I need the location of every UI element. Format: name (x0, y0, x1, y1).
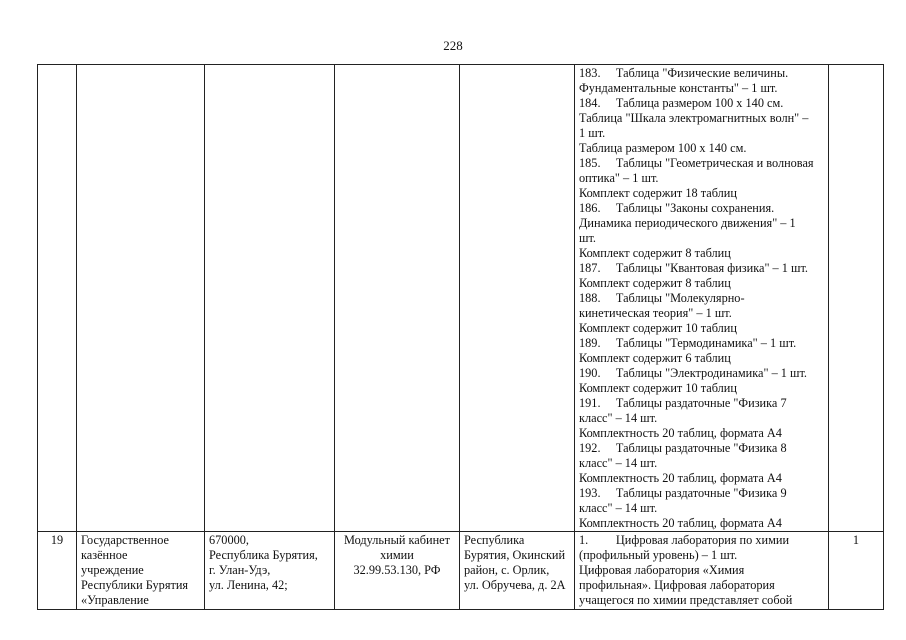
text-line: профильная». Цифровая лаборатория (579, 578, 775, 592)
text-line: Динамика периодического движения" – 1 (579, 216, 796, 230)
text-line: класс" – 14 шт. (579, 411, 658, 425)
text-line: 670000, (209, 533, 249, 547)
text-line: 32.99.53.130, РФ (353, 563, 441, 577)
text-line: район, с. Орлик, (464, 563, 550, 577)
text-line: 1 шт. (579, 126, 606, 140)
text-line: Комплектность 20 таблиц, формата А4 (579, 471, 782, 485)
text-line: 193. Таблицы раздаточные "Физика 9 (579, 486, 787, 500)
text-line: 188. Таблицы "Молекулярно- (579, 291, 745, 305)
table-row (38, 532, 884, 610)
text-line: Цифровая лаборатория «Химия (579, 563, 745, 577)
text-line: оптика" – 1 шт. (579, 171, 659, 185)
page-number: 228 (443, 38, 463, 53)
text-line: Фундаментальные константы" – 1 шт. (579, 81, 778, 95)
text-line: Комплект содержит 10 таблиц (579, 321, 737, 335)
quantity-cell: 1 (829, 532, 884, 610)
text-line: шт. (579, 231, 596, 245)
text-line: 183. Таблица "Физические величины. (579, 66, 789, 80)
text-line: класс" – 14 шт. (579, 501, 658, 515)
text-line: Модульный кабинет (343, 533, 451, 547)
text-line: Комплект содержит 8 таблиц (579, 246, 731, 260)
room-cell (335, 532, 460, 610)
text-line: 1. Цифровая лаборатория по химии (579, 533, 790, 547)
text-line: ул. Обручева, д. 2А (464, 578, 566, 592)
text-line: кинетическая теория" – 1 шт. (579, 306, 732, 320)
organization-cell (77, 532, 205, 610)
text-line: Комплект содержит 18 таблиц (579, 186, 737, 200)
equipment-list-cell (575, 65, 829, 532)
text-line: Республика (464, 533, 525, 547)
equipment-list-cell (575, 532, 829, 610)
text-line: учреждение (81, 563, 144, 577)
text-line: Государственное (81, 533, 169, 547)
text-line: г. Улан-Удэ, (209, 563, 271, 577)
text-line: казённое (81, 548, 128, 562)
text-line: 185. Таблицы "Геометрическая и волновая (579, 156, 814, 170)
location-cell (460, 65, 575, 532)
row-number-cell (38, 65, 77, 532)
text-line: класс" – 14 шт. (579, 456, 658, 470)
equipment-table (37, 64, 884, 610)
text-line: 187. Таблицы "Квантовая физика" – 1 шт. (579, 261, 808, 275)
postal-address-cell (205, 65, 335, 532)
text-line: Комплект содержит 8 таблиц (579, 276, 731, 290)
text-line: ул. Ленина, 42; (209, 578, 288, 592)
text-line: Республика Бурятия, (209, 548, 318, 562)
text-line: 191. Таблицы раздаточные "Физика 7 (579, 396, 787, 410)
text-line: 192. Таблицы раздаточные "Физика 8 (579, 441, 787, 455)
text-line: 184. Таблица размером 100 х 140 см. (579, 96, 784, 110)
text-line: учащегося по химии представляет собой (579, 593, 793, 607)
quantity-cell (829, 65, 884, 532)
text-line: Таблица "Шкала электромагнитных волн" – (579, 111, 809, 125)
organization-cell (77, 65, 205, 532)
location-cell (460, 532, 575, 610)
text-line: Комплектность 20 таблиц, формата А4 (579, 426, 782, 440)
text-line: 186. Таблицы "Законы сохранения. (579, 201, 775, 215)
text-line: Таблица размером 100 х 140 см. (579, 141, 747, 155)
text-line: «Управление (81, 593, 149, 607)
text-line: 190. Таблицы "Электродинамика" – 1 шт. (579, 366, 808, 380)
text-line: химии (380, 548, 414, 562)
text-line: (профильный уровень) – 1 шт. (579, 548, 738, 562)
text-line: Комплектность 20 таблиц, формата А4 (579, 516, 782, 530)
text-line: Комплект содержит 10 таблиц (579, 381, 737, 395)
text-line: 189. Таблицы "Термодинамика" – 1 шт. (579, 336, 797, 350)
text-line: Бурятия, Окинский (464, 548, 566, 562)
room-cell (335, 65, 460, 532)
postal-address-cell (205, 532, 335, 610)
text-line: Комплект содержит 6 таблиц (579, 351, 731, 365)
text-line: Республики Бурятия (81, 578, 189, 592)
row-number-cell: 19 (38, 532, 77, 610)
table-row (38, 65, 884, 532)
